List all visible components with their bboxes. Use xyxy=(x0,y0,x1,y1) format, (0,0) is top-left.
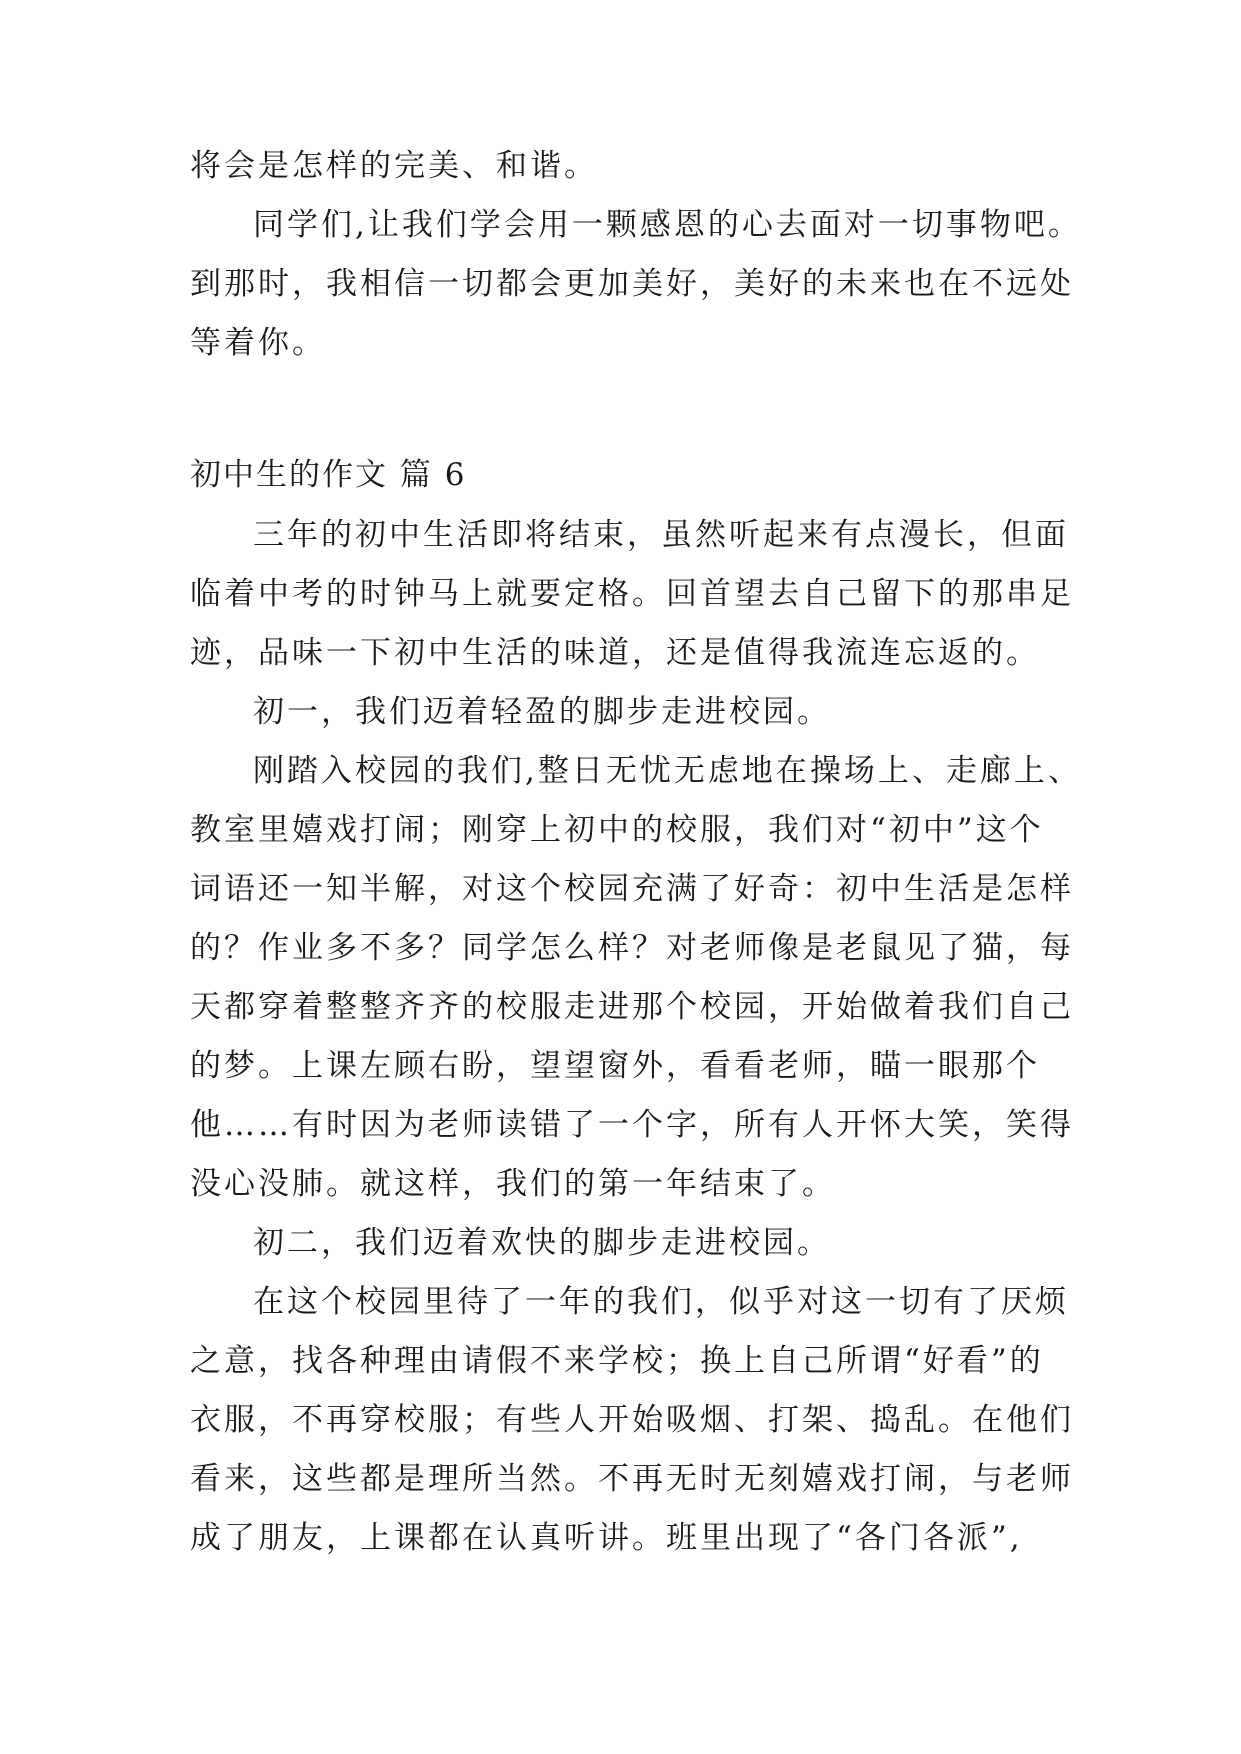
text-line: 教室里嬉戏打闹；刚穿上初中的校服，我们对“初中”这个 xyxy=(190,812,1044,848)
text-line: 成了朋友，上课都在认真听讲。班里出现了“各门各派”, xyxy=(190,1520,1023,1556)
text-line: 在这个校园里待了一年的我们，似乎对这一切有了厌烦 xyxy=(253,1284,1069,1320)
text-line: 迹，品味一下初中生活的味道，还是值得我流连忘返的。 xyxy=(190,635,1040,671)
text-line: 衣服，不再穿校服；有些人开始吸烟、打架、捣乱。在他们 xyxy=(190,1402,1074,1438)
text-line: 初二，我们迈着欢快的脚步走进校园。 xyxy=(253,1225,831,1261)
text-line: 的？作业多不多？同学怎么样？对老师像是老鼠见了猫，每 xyxy=(190,930,1074,966)
text-line: 词语还一知半解，对这个校园充满了好奇：初中生活是怎样 xyxy=(190,871,1074,907)
text-line: 初一，我们迈着轻盈的脚步走进校园。 xyxy=(253,694,831,730)
text-line: 之意，找各种理由请假不来学校；换上自己所谓“好看”的 xyxy=(190,1343,1044,1379)
text-line: 到那时，我相信一切都会更加美好，美好的未来也在不远处 xyxy=(190,266,1074,302)
text-line: 的梦。上课左顾右盼，望望窗外，看看老师，瞄一眼那个 xyxy=(190,1048,1040,1084)
text-line: 他……有时因为老师读错了一个字，所有人开怀大笑，笑得 xyxy=(190,1107,1074,1143)
text-line: 没心没肺。就这样，我们的第一年结束了。 xyxy=(190,1166,836,1202)
text-line: 天都穿着整整齐齐的校服走进那个校园，开始做着我们自己 xyxy=(190,989,1074,1025)
text-line: 等着你。 xyxy=(190,325,326,361)
section-heading: 初中生的作文 篇 6 xyxy=(190,457,467,493)
text-line: 同学们,让我们学会用一颗感恩的心去面对一切事物吧。 xyxy=(253,207,1082,243)
text-line: 看来，这些都是理所当然。不再无时无刻嬉戏打闹，与老师 xyxy=(190,1461,1074,1497)
text-line: 刚踏入校园的我们,整日无忧无虑地在操场上、走廊上、 xyxy=(253,753,1082,789)
text-line: 三年的初中生活即将结束，虽然听起来有点漫长，但面 xyxy=(253,517,1069,553)
text-line: 临着中考的时钟马上就要定格。回首望去自己留下的那串足 xyxy=(190,576,1074,612)
text-line: 将会是怎样的完美、和谐。 xyxy=(190,148,598,184)
